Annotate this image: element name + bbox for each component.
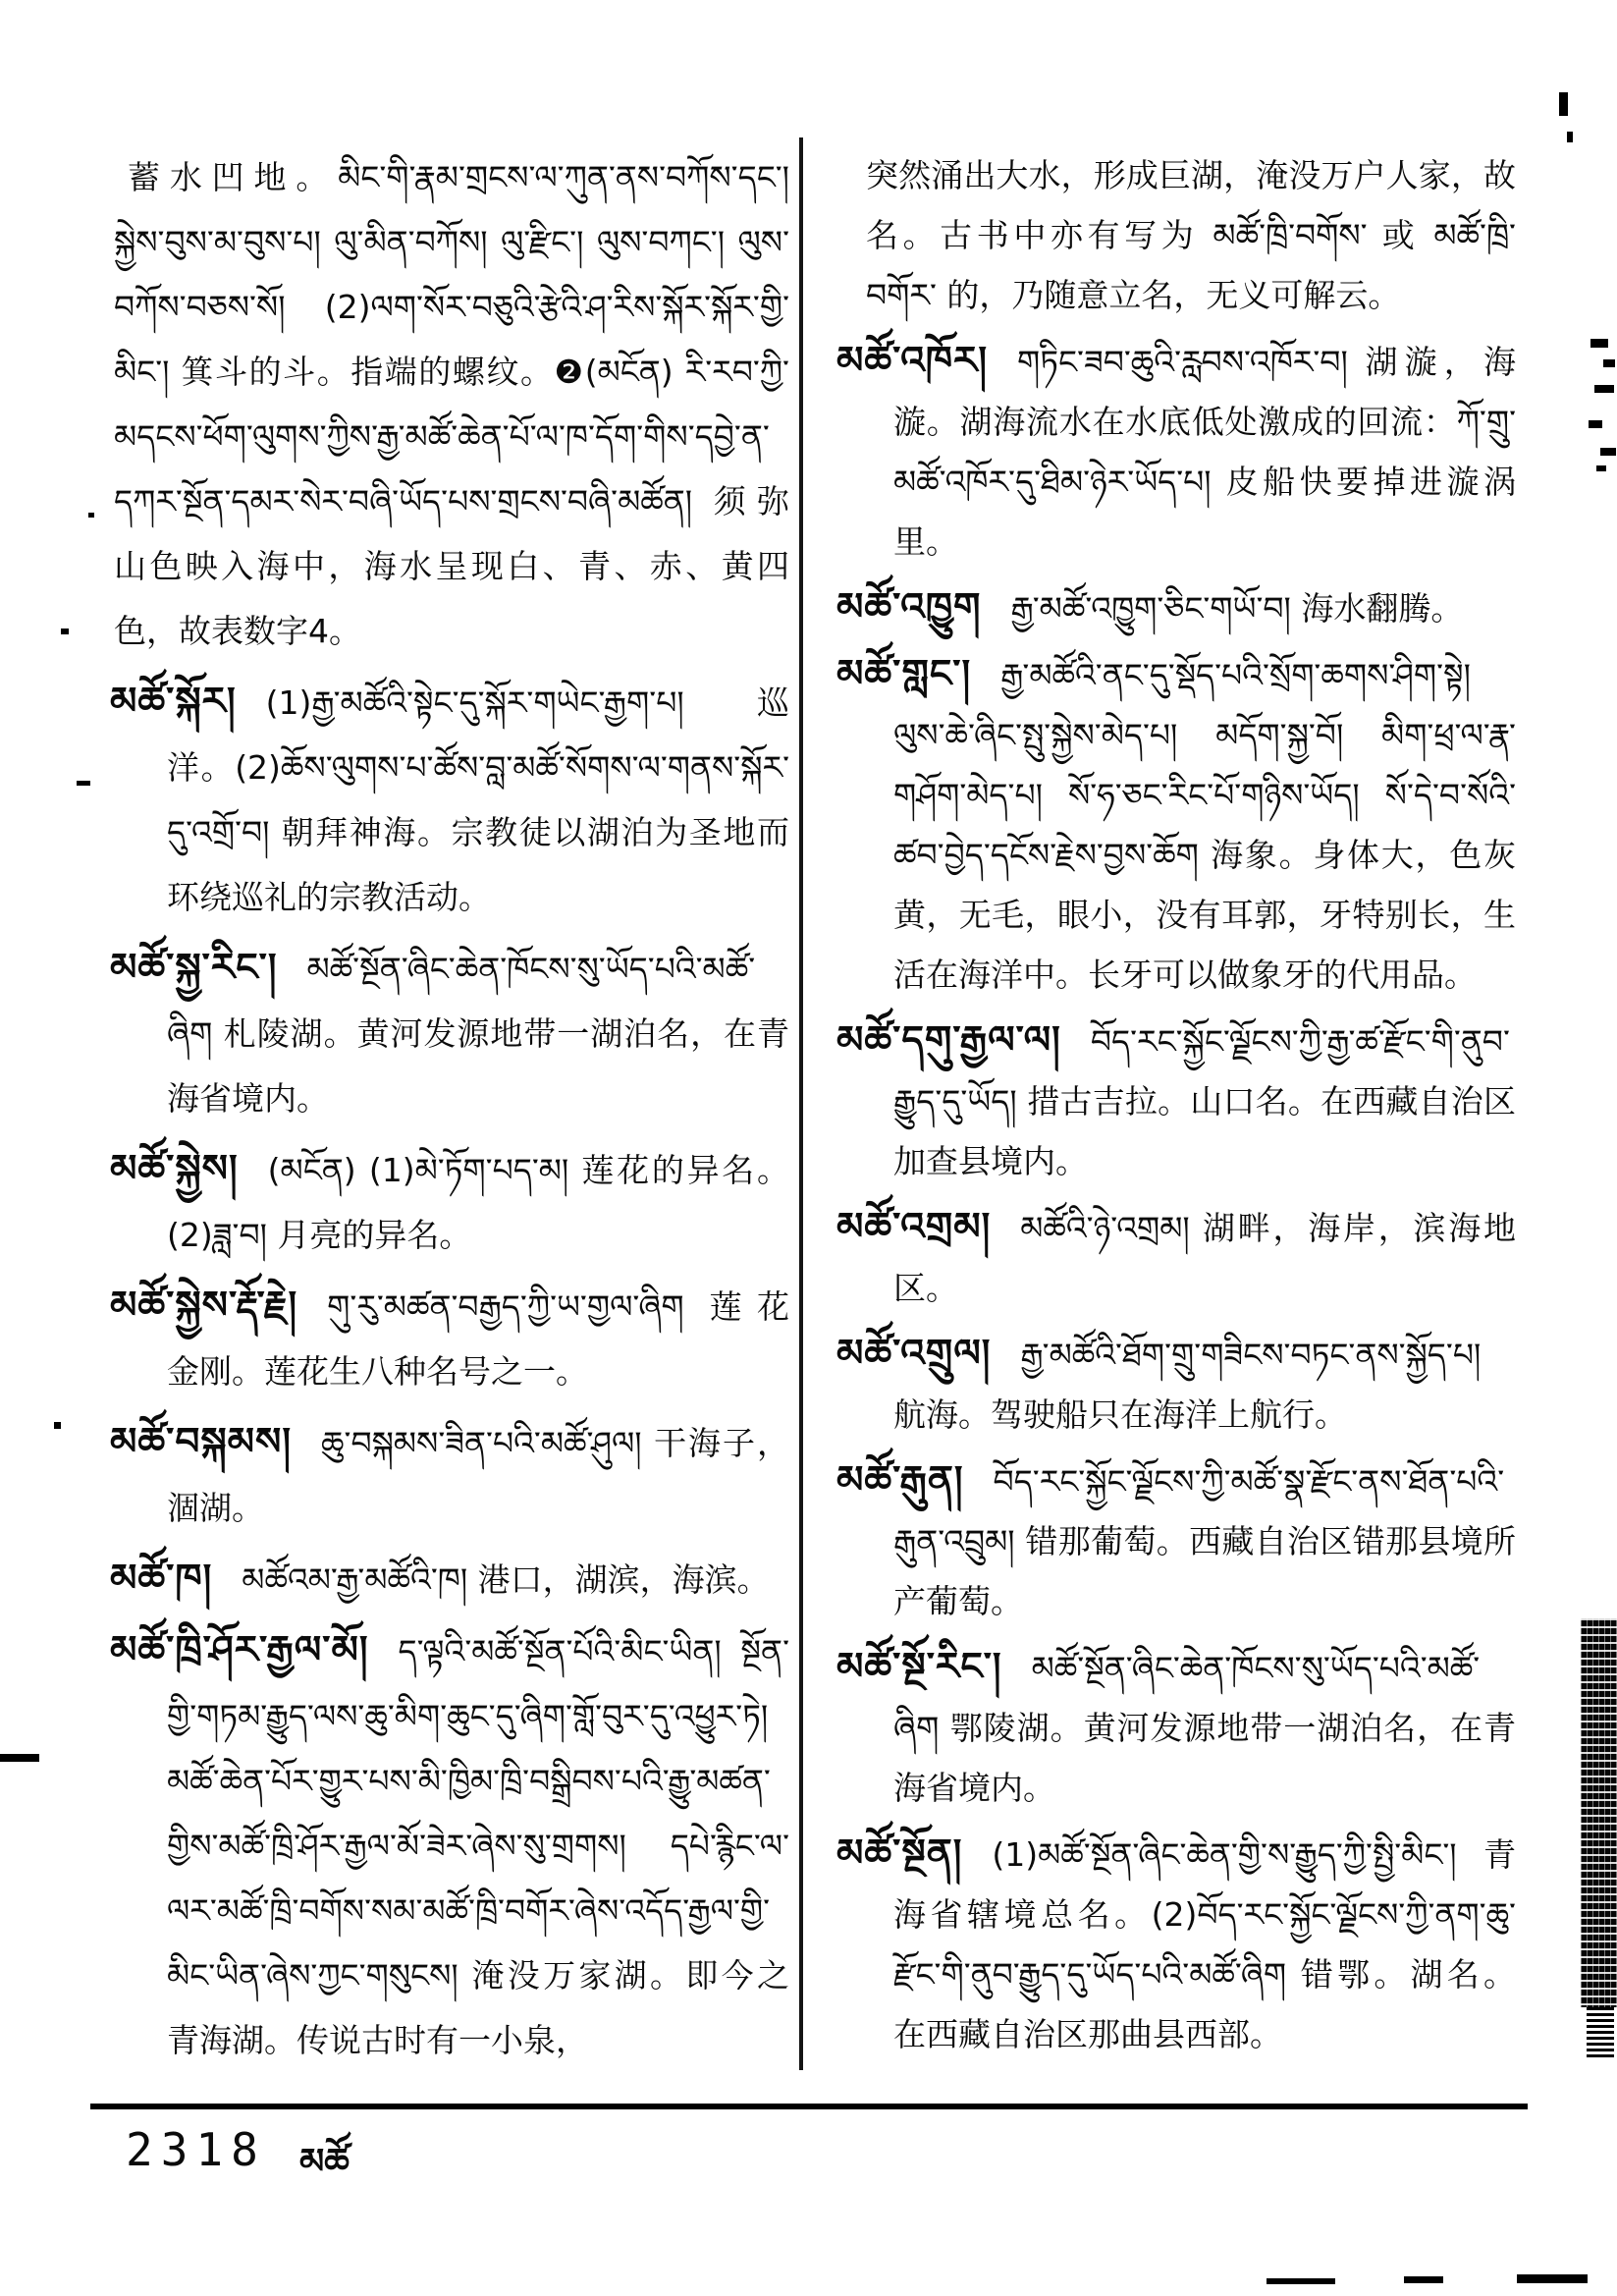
scan-artifact <box>61 629 69 634</box>
dictionary-entry <box>836 1011 1516 1191</box>
right-column <box>836 145 1516 2070</box>
scan-artifact <box>54 1422 61 1429</box>
scan-artifact <box>1596 465 1606 471</box>
entry-body: མཚོ་སྔོན་ཞིང་ཆེན་ཁོངས་སུ་ཡོད་པའི་མཚོ་ཞིག 鄂陵湖。黄河发源地带一湖泊名，在青海省境内。 <box>893 1649 1516 1807</box>
entry-headword: མཚོ་ཁྲི་ཤོར་རྒྱལ་མོ། <box>110 1628 369 1672</box>
dictionary-entry <box>836 577 1516 638</box>
dictionary-entry <box>110 936 789 1131</box>
entry-headword: མཚོ་འཁོར། <box>836 339 988 383</box>
entry-headword: མཚོ་དགུ་རྒྱལ་ལ། <box>836 1018 1061 1063</box>
scan-artifact <box>1594 385 1614 393</box>
entry-body: ཆུ་བསྐམས་ཟིན་པའི་མཚོ་ཤུལ། 干海子，涸湖。 <box>167 1424 789 1527</box>
scan-artifact <box>77 781 90 786</box>
dictionary-entry <box>836 1197 1516 1318</box>
scan-artifact <box>1589 420 1602 428</box>
entry-continuation: 蓄水凹地。མིང་གི་རྣམ་གྲངས་ལ་ཀུན་ནས་བཀོས་དང་། སྐྱེས་བུས་མ་བུས་པ། ལུ་མིན་བཀོས། ལུ་རྫིང་། ལུས་བཀང་། ལུས་བཀོས་བཅས་སོ། (2)ལག་སོར་བཅུའི་རྩེའི་ཤ་རིས་སྐོར་སྐོར་གྱི་མིང་། 箕斗的斗。指端的螺纹。❷(མངོན) རི་རབ་ཀྱི་མདངས་ཕོག་ལུགས་ཀྱིས་རྒྱ་མཚོ་ཆེན་པོ་ལ་ཁ་དོག་གིས་དབྱེ་ན་དཀར་སྔོན་དམར་སེར་བཞི་ཡོད་པས་གྲངས་བཞི་མཚོན། 须弥山色映入海中，海水呈现白、青、赤、黄四色，故表数字4。 <box>114 158 789 650</box>
entry-body: རྒྱ་མཚོའི་ཐོག་གྲུ་གཟིངས་བཏང་ནས་སྐྱོད་པ། 航海。驾驶船只在海洋上航行。 <box>893 1336 1482 1434</box>
scan-artifact <box>88 513 94 518</box>
dictionary-entry <box>836 1324 1516 1445</box>
entry-headword: མཚོ་བསྐམས། <box>110 1420 293 1464</box>
dictionary-entry <box>110 670 789 930</box>
dictionary-entry <box>836 331 1516 572</box>
section-headword: མཚོ <box>299 2142 350 2182</box>
entry-headword: མཚོ་གླང་། <box>836 652 972 696</box>
entry-body: རྒྱ་མཚོ་འཁྱུག་ཅིང་གཡོ་བ། 海水翻腾。 <box>1010 589 1464 628</box>
entry-continuation: 突然涌出大水，形成巨湖，淹没万户人家，故名。古书中亦有写为 མཚོ་ཁྲི་བགོས་ 或 མཚོ་ཁྲི་བགོར་ 的，乃随意立名，无义可解云。 <box>866 156 1516 314</box>
scan-artifact <box>1600 448 1616 456</box>
left-column <box>110 145 789 2079</box>
scan-artifact-right-band-tail <box>1587 2007 1614 2060</box>
dictionary-entry <box>110 1618 789 2073</box>
scan-artifact <box>1559 92 1568 116</box>
scan-artifact <box>1590 339 1608 348</box>
entry-body: གུ་རུ་མཚན་བརྒྱད་ཀྱི་ཡ་གྱལ་ཞིག 莲花金刚。莲花生八种名号之一。 <box>167 1287 789 1391</box>
entry-headword: མཚོ་སྐྱེས། <box>110 1147 239 1191</box>
entry-body: (1)མཚོ་སྔོན་ཞིང་ཆེན་གྱི་ས་རྒྱུད་ཀྱི་སྤྱི་མིང་། 青海省辖境总名。(2)བོད་རང་སྐྱོང་ལྗོངས་ཀྱི་ནག་ཆུ་རྫོང་གི་ནུབ་རྒྱུད་དུ་ཡོད་པའི་མཚོ་ཞིག 错鄂。湖名。在西藏自治区那曲县西部。 <box>893 1835 1516 2053</box>
entry-body: མཚོ་སྔོན་ཞིང་ཆེན་ཁོངས་སུ་ཡོད་པའི་མཚོ་ཞིག 札陵湖。黄河发源地带一湖泊名，在青海省境内。 <box>167 950 789 1118</box>
scan-artifact <box>1517 2274 1588 2283</box>
entry-headword: མཚོ་འགྲམ། <box>836 1205 992 1249</box>
entry-headword: མཚོ་འཁྱུག <box>836 585 982 629</box>
scan-artifact-right-band <box>1581 1618 1617 2007</box>
entry-headword: མཚོ་སྔོ་རིང་། <box>836 1645 1002 1689</box>
column-divider <box>799 137 803 2070</box>
entry-headword: མཚོ་འགྲུལ། <box>836 1332 992 1376</box>
scan-artifact <box>1567 132 1573 142</box>
entry-headword: མཚོ་སྐྱེས་རྡོ་རྗེ། <box>110 1284 298 1328</box>
scan-artifact <box>0 1754 39 1762</box>
entry-body: གཏིང་ཟབ་ཆུའི་རླབས་འཁོར་བ། 湖漩，海漩。湖海流水在水底低处激成的回流：ཀོ་གྲུ་མཚོ་འཁོར་དུ་ཐིམ་ཉེར་ཡོད་པ། 皮船快要掉进漩涡里。 <box>893 343 1516 561</box>
page-number: 2318 <box>126 2123 266 2176</box>
scan-artifact <box>1404 2276 1443 2283</box>
entry-body: ད་ལྟའི་མཚོ་སྔོན་པོའི་མིང་ཡིན། སྔོན་གྱི་གཏམ་རྒྱུད་ལས་ཆུ་མིག་ཆུང་དུ་ཞིག་གློ་བུར་དུ་འཕྱུར་ཏེ། མཚོ་ཆེན་པོར་གྱུར་པས་མི་ཁྱིམ་ཁྲི་བསྒྲིབས་པའི་རྒྱུ་མཚན་གྱིས་མཚོ་ཁྲི་ཤོར་རྒྱལ་མོ་ཟེར་ཞེས་སུ་གྲགས། དཔེ་རྙིང་ལ་ལར་མཚོ་ཁྲི་བགོས་སམ་མཚོ་ཁྲི་བགོར་ཞེས་འདོད་རྒྱལ་གྱི་མིང་ཡིན་ཞེས་ཀྱང་གསུངས། 淹没万家湖。即今之青海湖。传说古时有一小泉， <box>167 1632 789 2059</box>
entry-headword: མཚོ་རྒུན། <box>836 1458 964 1503</box>
dictionary-entry <box>836 1450 1516 1631</box>
dictionary-entry <box>836 1824 1516 2064</box>
dictionary-entry <box>836 1637 1516 1818</box>
footer-rule <box>90 2104 1528 2109</box>
dictionary-entry <box>110 1137 789 1268</box>
entry-body: (མངོན) (1)མེ་ཏོག་པད་མ། 莲花的异名。(2)ཟླ་བ། 月亮的异名。 <box>167 1151 789 1254</box>
entry-headword: མཚོ་སྐྱ་རིང་། <box>110 946 278 990</box>
entry-body: བོད་རང་སྐྱོང་ལྗོངས་ཀྱི་རྒྱ་ཚ་རྫོང་གི་ནུབ་རྒྱུད་དུ་ཡོད། 措古吉拉。山口名。在西藏自治区加查县境内。 <box>893 1022 1516 1180</box>
entry-body: མཚོའི་ཉེ་འགྲམ། 湖畔，海岸，滨海地区。 <box>893 1209 1516 1307</box>
entry-headword: མཚོ་ཁ། <box>110 1557 213 1601</box>
dictionary-entry <box>110 1547 789 1613</box>
dictionary-entry <box>110 1410 789 1541</box>
scan-artifact <box>1603 359 1615 367</box>
entry-body: མཚོའམ་རྒྱ་མཚོའི་ཁ། 港口，湖滨，海滨。 <box>242 1560 770 1599</box>
scan-artifact <box>1267 2278 1335 2284</box>
entry-headword: མཚོ་སྐོར། <box>110 680 237 724</box>
entry-body: བོད་རང་སྐྱོང་ལྗོངས་ཀྱི་མཚོ་སྣ་རྫོང་ནས་ཐོན་པའི་རྒུན་འབྲུམ། 错那葡萄。西藏自治区错那县境所产葡萄。 <box>893 1462 1516 1620</box>
dictionary-entry <box>836 644 1516 1005</box>
entry-body: རྒྱ་མཚོའི་ནང་དུ་སྡོད་པའི་སྲོག་ཆགས་ཤིག་སྟེ། ལུས་ཆེ་ཞིང་སྤུ་སྐྱེས་མེད་པ། མདོག་སྐྱ་བོ། མིག་ཕྲ་ལ་རྣ་གཤོག་མེད་པ། སོ་ཧ་ཅང་རིང་པོ་གཉིས་ཡོད། སོ་དེ་བ་སོའི་ཚབ་བྱེད་དངོས་རྗེས་བྱས་ཆོག 海象。身体大，色灰黄，无毛，眼小，没有耳郭，牙特别长，生活在海洋中。长牙可以做象牙的代用品。 <box>893 656 1516 994</box>
dictionary-entry <box>110 1274 789 1404</box>
entry-headword: མཚོ་སྔོན། <box>836 1831 963 1876</box>
entry-body: (1)རྒྱ་མཚོའི་སྟེང་དུ་སྐོར་གཡེང་རྒྱག་པ། 巡洋。(2)ཆོས་ལུགས་པ་ཚོས་བླ་མཚོ་སོགས་ལ་གནས་སྐོར་དུ་འགྲོ་བ། 朝拜神海。宗教徒以湖泊为圣地而环绕巡礼的宗教活动。 <box>167 683 789 916</box>
